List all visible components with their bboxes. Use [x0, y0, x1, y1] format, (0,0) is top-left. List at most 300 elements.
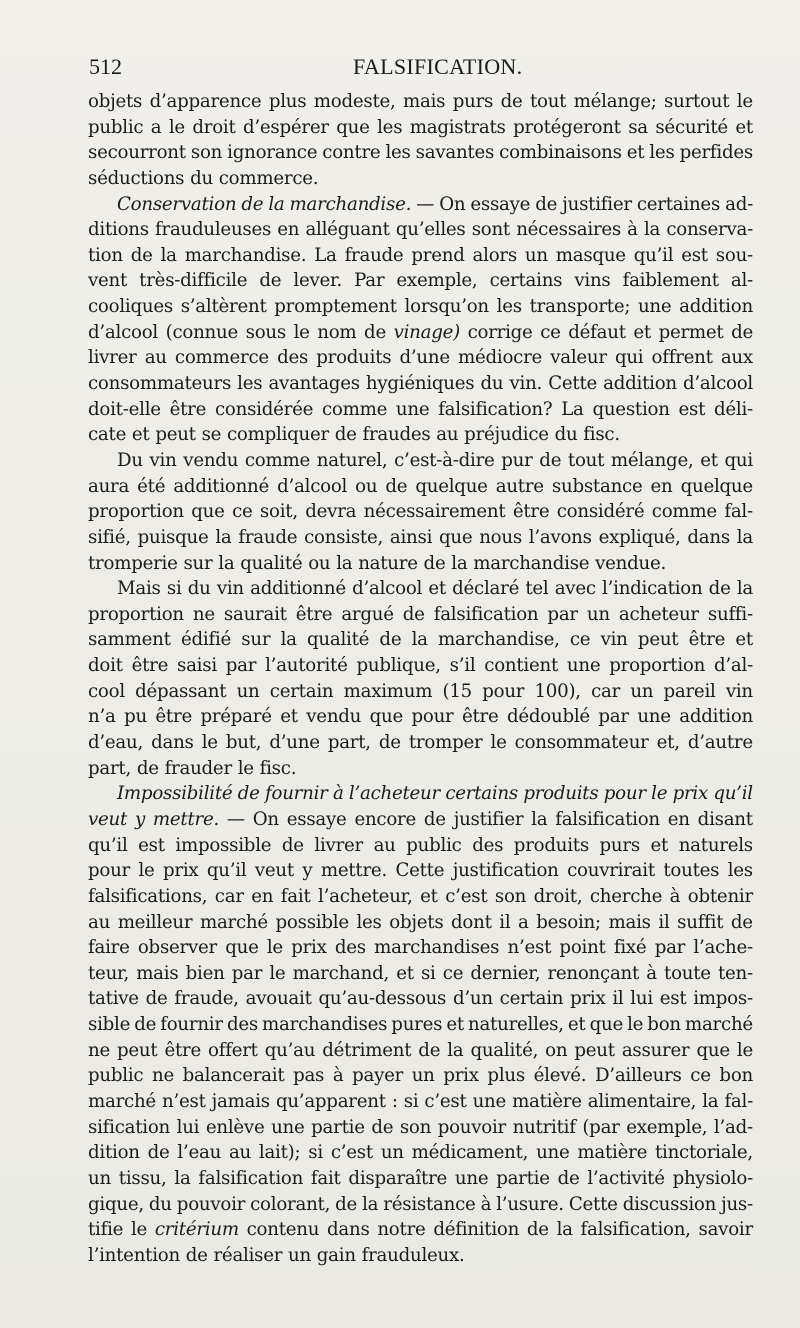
word: les	[237, 373, 263, 395]
word: sont	[471, 219, 510, 241]
word: prix	[163, 860, 199, 882]
word: peut	[637, 629, 679, 651]
word: addition	[679, 296, 753, 318]
word: toutes	[663, 860, 720, 882]
word: cooliques	[88, 296, 173, 318]
word: un	[586, 603, 610, 625]
word: la	[268, 193, 285, 215]
word: discussion	[622, 1193, 717, 1215]
text-line	[88, 884, 753, 910]
word: qu’apparent	[275, 1090, 386, 1112]
text-line	[88, 294, 753, 320]
word: pas	[293, 1065, 325, 1087]
word: qualité,	[470, 1039, 539, 1061]
word: Cette	[548, 373, 598, 395]
word: tromper	[408, 732, 483, 754]
word: de	[539, 449, 562, 471]
word: alléguant	[305, 219, 390, 241]
word: —	[226, 808, 245, 830]
word: observer	[137, 937, 217, 959]
word: le	[266, 937, 283, 959]
word: ce	[690, 1065, 711, 1087]
text-line	[88, 89, 753, 115]
word: la	[215, 526, 232, 548]
word: il	[499, 911, 511, 933]
word: détriment	[322, 1039, 412, 1061]
word: vins	[574, 270, 611, 292]
word: élevé.	[533, 1065, 587, 1087]
word: déclaré	[452, 578, 520, 600]
text-line	[88, 499, 753, 525]
page-number: 512	[89, 54, 122, 79]
text-line	[88, 653, 753, 679]
word: doit-elle	[88, 398, 161, 420]
word: l’usure.	[496, 1193, 564, 1215]
word: vin.	[509, 373, 543, 395]
text-line	[88, 935, 753, 961]
word: se	[201, 424, 222, 446]
word: lorsqu’on	[404, 296, 489, 318]
word: c’est	[445, 885, 488, 907]
word: être	[295, 603, 333, 625]
word: ou	[308, 552, 331, 574]
word: Cette	[568, 1193, 618, 1215]
word: tout	[567, 449, 605, 471]
word: l’indication	[602, 578, 703, 600]
word: en	[650, 475, 673, 497]
word: il	[658, 911, 670, 933]
word: la	[736, 578, 753, 600]
text-line	[88, 474, 753, 500]
word: falsification	[198, 1167, 304, 1189]
word: sécurité	[655, 116, 728, 138]
text-line	[88, 756, 753, 782]
word: très-difficile	[139, 270, 248, 292]
word: si	[420, 962, 436, 984]
word: tion	[88, 244, 123, 266]
word: de	[237, 783, 260, 805]
word: et	[446, 1014, 464, 1036]
word: bon	[647, 1014, 681, 1036]
word: c’est-à-dire	[394, 449, 495, 471]
text-line	[88, 217, 753, 243]
text-line	[88, 807, 753, 833]
word: le	[490, 732, 507, 754]
word: mettre.	[152, 808, 219, 830]
word: conserva-	[666, 219, 753, 241]
word: de	[134, 1014, 157, 1036]
word: des	[334, 937, 366, 959]
text-line	[88, 576, 753, 602]
word: être	[169, 398, 207, 420]
word: marchandises	[374, 937, 500, 959]
word: d’al-	[713, 655, 753, 677]
word: promptement	[274, 296, 397, 318]
word: a	[518, 911, 529, 933]
text-line	[88, 679, 753, 705]
word: en	[251, 885, 274, 907]
word: vendue.	[595, 552, 667, 574]
word: médiocre	[458, 347, 543, 369]
word: de	[526, 1219, 549, 1241]
word: et	[735, 116, 753, 138]
text-line	[88, 371, 753, 397]
word: qui	[724, 449, 753, 471]
word: justifier	[453, 808, 524, 830]
word: droit,	[533, 885, 583, 907]
text-line	[88, 1140, 753, 1166]
word: protégeront	[513, 116, 621, 138]
word: qualité	[240, 552, 303, 574]
word: et	[626, 142, 645, 164]
word: mélange,	[610, 449, 694, 471]
word: perfides	[679, 142, 753, 164]
word: impossible	[175, 834, 272, 856]
word: justifier	[562, 193, 632, 215]
word: tromperie	[88, 552, 178, 574]
word: certaines	[636, 193, 721, 215]
word: matière	[512, 1090, 582, 1112]
word: nutritif	[512, 1116, 576, 1138]
word: addition	[603, 373, 677, 395]
word: prix	[672, 783, 708, 805]
word: que	[225, 937, 259, 959]
word: transporte;	[529, 296, 631, 318]
word: n’a	[88, 706, 116, 728]
word: marché	[199, 911, 268, 933]
word: naturel,	[316, 449, 388, 471]
word: falsification,	[580, 1219, 691, 1241]
text-line	[88, 422, 753, 448]
word: le	[130, 1219, 148, 1241]
word: livrer	[314, 834, 363, 856]
word: commerce.	[218, 167, 319, 189]
word: le	[627, 1014, 644, 1036]
text-line	[88, 115, 753, 141]
word: certain	[269, 680, 334, 702]
word: masque	[555, 244, 626, 266]
word: ce	[232, 501, 253, 523]
word: substance	[551, 475, 643, 497]
word: purs	[452, 91, 494, 112]
word: le	[736, 1039, 753, 1061]
word: fait	[280, 885, 311, 907]
word: son	[494, 885, 527, 907]
word: les	[727, 860, 753, 882]
word: vent	[88, 270, 128, 292]
text-line	[88, 781, 753, 807]
word: sou-	[715, 244, 753, 266]
text-line	[88, 1063, 753, 1089]
word: droit	[192, 116, 236, 138]
word: notre	[377, 1219, 426, 1241]
word: magistrats	[409, 116, 506, 138]
word: acheteur	[618, 603, 699, 625]
word: meilleur	[117, 911, 193, 933]
word: une	[395, 398, 430, 420]
word: produits	[316, 347, 392, 369]
word: par	[225, 655, 257, 677]
word: commerce	[174, 347, 269, 369]
word: prix	[443, 1065, 479, 1087]
word: qu’au-dessous	[318, 988, 447, 1010]
word: fournir	[160, 1014, 223, 1036]
word: frauder	[164, 757, 232, 779]
word: suffi-	[707, 603, 753, 625]
word: les	[496, 296, 522, 318]
word: assurer	[621, 1039, 690, 1061]
word: valeur	[550, 347, 607, 369]
word: besoin;	[536, 911, 601, 933]
word: au	[373, 834, 396, 856]
word: essaye	[470, 193, 531, 215]
word: sifié,	[88, 526, 131, 548]
word: faiblement	[622, 270, 719, 292]
word: maximum	[343, 680, 433, 702]
word: plus	[268, 91, 307, 112]
word: peut	[574, 1039, 615, 1061]
word: et	[396, 962, 414, 984]
word: pour	[482, 680, 525, 702]
word: de	[334, 424, 357, 446]
word: marchand,	[292, 962, 390, 984]
word: expliqué,	[598, 526, 681, 548]
word: d’un	[452, 988, 493, 1010]
word: dans	[687, 526, 730, 548]
word: du	[148, 1193, 172, 1215]
word: son	[190, 142, 223, 164]
word: produits	[513, 834, 589, 856]
word: jus-	[721, 1193, 753, 1215]
word: le	[138, 860, 155, 882]
word: additionné	[173, 475, 270, 497]
word: la	[160, 244, 177, 266]
text-line	[88, 961, 753, 987]
text-line	[88, 1038, 753, 1064]
word: ignorance	[227, 142, 318, 164]
word: addition	[679, 706, 753, 728]
word: nature	[358, 552, 418, 574]
word: compliquer	[226, 424, 329, 446]
word: la	[451, 552, 468, 574]
word: une	[566, 655, 601, 677]
word: ce	[569, 629, 591, 651]
word: argué	[341, 603, 394, 625]
word: la	[336, 552, 353, 574]
word: fal-	[724, 1090, 753, 1112]
word: colorant,	[250, 1193, 331, 1215]
word: Cette	[395, 860, 445, 882]
text-line	[88, 551, 753, 577]
word: au	[228, 1142, 252, 1164]
word: public	[88, 116, 144, 138]
word: par	[547, 603, 578, 625]
word: toute	[664, 962, 711, 984]
word: au	[144, 347, 167, 369]
word: d’une	[269, 732, 320, 754]
word: son	[399, 1116, 432, 1138]
word: part,	[327, 732, 371, 754]
word: possible	[275, 911, 349, 933]
word: avec	[554, 578, 596, 600]
word: de	[364, 321, 386, 343]
word: de	[145, 988, 168, 1010]
word: n’est	[161, 1090, 206, 1112]
word: car	[591, 680, 621, 702]
word: ce	[442, 962, 464, 984]
word: un	[236, 680, 260, 702]
word: bien	[185, 962, 225, 984]
word: de	[130, 244, 153, 266]
word: la	[411, 629, 428, 651]
word: une	[536, 1142, 570, 1164]
word: certains	[445, 783, 518, 805]
word: purs	[599, 834, 640, 856]
text-line	[88, 704, 753, 730]
word: de	[335, 1193, 358, 1215]
word: la	[736, 526, 753, 548]
word: falsification	[555, 808, 660, 830]
word: pareil	[663, 680, 716, 702]
word: c’est	[330, 1142, 373, 1164]
word: d’alcool	[352, 578, 423, 600]
word: prix	[291, 937, 327, 959]
word: tel	[525, 578, 549, 600]
text-line	[88, 1115, 753, 1141]
word: être	[131, 655, 169, 677]
word: sification	[88, 1116, 171, 1138]
word: s’il	[449, 655, 476, 677]
word: et	[735, 629, 753, 651]
text-line	[88, 986, 753, 1012]
word: mais	[403, 91, 446, 112]
word: ad-	[725, 193, 753, 215]
word: le	[201, 732, 218, 754]
word: de	[379, 629, 402, 651]
word: fal-	[724, 501, 753, 523]
word: marché	[88, 1090, 156, 1112]
word: à	[646, 962, 657, 984]
word: déli-	[714, 398, 753, 420]
word: de	[259, 270, 282, 292]
word: permet	[658, 321, 724, 343]
word: que	[696, 1039, 730, 1061]
word: avouait	[245, 988, 312, 1010]
word: si	[166, 578, 182, 600]
word: un	[524, 244, 548, 266]
word: être	[512, 501, 550, 523]
word: consiste,	[304, 526, 384, 548]
word: faire	[88, 937, 130, 959]
word: cool	[88, 680, 125, 702]
word: falsification?	[438, 398, 553, 420]
word: qui	[614, 347, 644, 369]
word: on	[545, 1039, 568, 1061]
word: savoir	[698, 1219, 753, 1241]
word: pour	[411, 706, 454, 728]
running-head: FALSIFICATION.	[353, 54, 523, 79]
word: additionné	[250, 578, 346, 600]
word: fournir	[265, 783, 328, 805]
word: ainsi	[389, 526, 433, 548]
word: partie	[496, 1167, 550, 1189]
word: renonçant	[547, 962, 640, 984]
word: vinage)	[393, 321, 460, 343]
word: quelque	[680, 475, 753, 497]
word: l’autorité	[265, 655, 348, 677]
word: sa	[628, 116, 648, 138]
word: les	[385, 142, 411, 164]
word: hygiéniques	[365, 373, 475, 395]
word: mais	[608, 911, 651, 933]
word: consommateurs	[88, 373, 232, 395]
word: réaliser	[213, 1244, 283, 1266]
text-line	[88, 730, 753, 756]
word: soit,	[259, 501, 298, 523]
word: une	[637, 706, 671, 728]
word: critérium	[154, 1219, 239, 1241]
word: public	[88, 1065, 144, 1087]
word: peut	[117, 1039, 158, 1061]
word: considérée	[214, 398, 314, 420]
word: fait	[310, 1167, 341, 1189]
text-line	[88, 1166, 753, 1192]
word: le	[736, 91, 753, 112]
word: la	[556, 1219, 573, 1241]
word: la	[702, 1090, 719, 1112]
word: physiolo-	[672, 1167, 753, 1189]
word: préjudice	[464, 424, 549, 446]
word: le	[293, 321, 310, 343]
word: de	[241, 193, 264, 215]
word: proportion	[88, 603, 184, 625]
text-line	[88, 1192, 753, 1218]
word: des	[277, 347, 309, 369]
word: que	[369, 706, 403, 728]
word: d’autre	[687, 732, 753, 754]
word: 100),	[534, 680, 581, 702]
word: question	[592, 398, 670, 420]
word: la	[218, 552, 235, 574]
word: dans	[151, 732, 194, 754]
word: Impossibilité	[117, 783, 233, 805]
word: de	[535, 193, 558, 215]
text-line	[88, 268, 753, 294]
word: avantages	[268, 373, 360, 395]
word: pouvoir	[176, 1193, 246, 1215]
page-header	[89, 52, 753, 82]
word: peut	[155, 424, 196, 446]
word: y	[302, 860, 313, 882]
word: qu’il	[633, 244, 674, 266]
word: de	[731, 321, 753, 343]
word: qu’il	[88, 834, 128, 856]
text-line	[88, 397, 753, 423]
word: suffit	[677, 911, 724, 933]
word: être	[155, 706, 192, 728]
word: La	[561, 398, 584, 420]
word: d’espérer	[243, 116, 329, 138]
word: quelque	[415, 475, 488, 497]
word: est	[681, 244, 708, 266]
word: dition	[88, 1142, 140, 1164]
word: obtenir	[687, 885, 753, 907]
word: un	[288, 1244, 311, 1266]
word: la	[280, 629, 297, 651]
word: des	[472, 834, 504, 856]
word: veut	[254, 860, 294, 882]
word: —	[416, 193, 435, 215]
